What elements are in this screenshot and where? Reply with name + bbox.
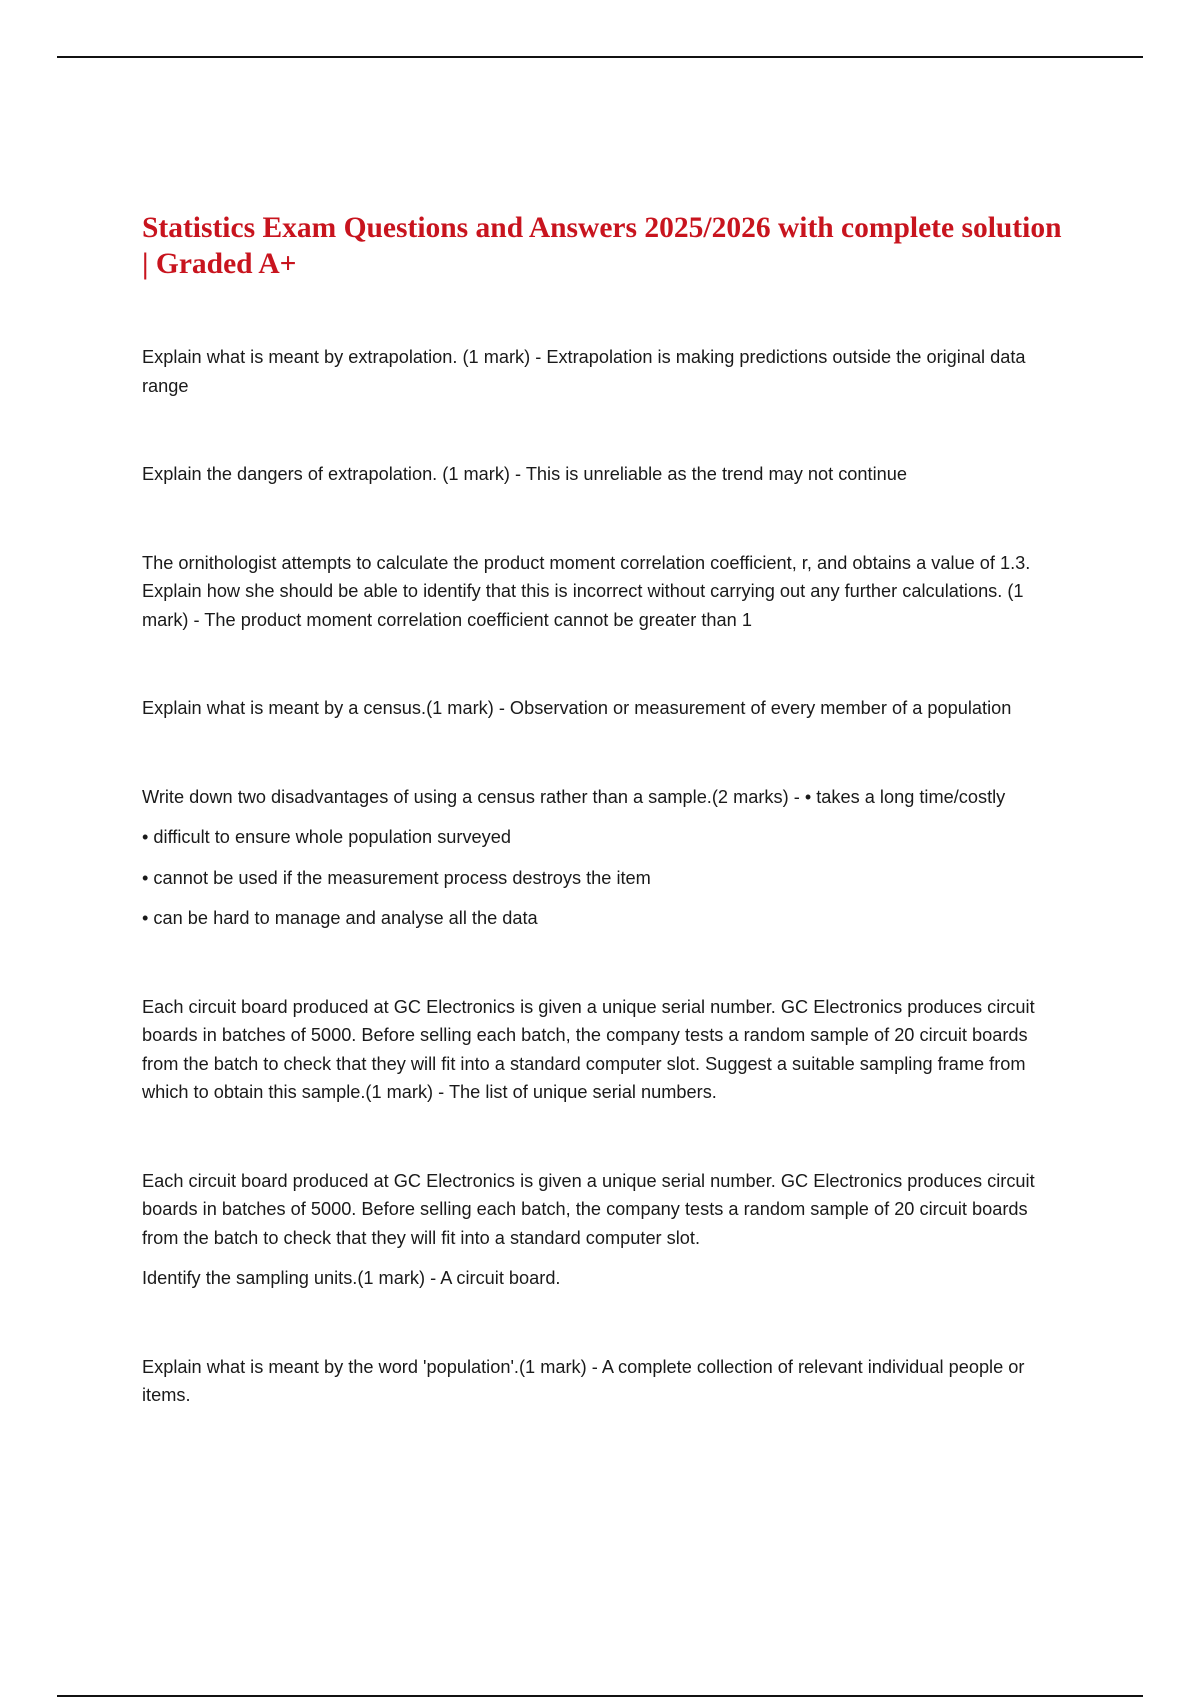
qa-item [142, 549, 1067, 635]
footer-rule [57, 1695, 1143, 1697]
qa-item [142, 694, 1067, 723]
qa-item [142, 460, 1067, 489]
qa-item [142, 1353, 1067, 1410]
qa-item [142, 343, 1067, 400]
qa-item [142, 993, 1067, 1107]
qa-text: Explain the dangers of extrapolation. (1 mark) - This is unreliable as the trend may not continue [142, 464, 907, 484]
bullet-item: • can be hard to manage and analyse all the data [142, 908, 538, 928]
document-page [142, 210, 1067, 1470]
header-rule [57, 56, 1143, 58]
qa-text: Explain what is meant by the word 'population'.(1 mark) - A complete collection of relevant individual people or items. [142, 1356, 1025, 1405]
qa-text: Explain what is meant by a census.(1 mark) - Observation or measurement of every member of a population [142, 698, 1012, 718]
qa-item [142, 1167, 1067, 1293]
qa-text: Write down two disadvantages of using a census rather than a sample.(2 marks) - • takes a long time/costly [142, 786, 1006, 807]
bullet-item: • difficult to ensure whole population surveyed [142, 827, 511, 847]
qa-text: Explain what is meant by extrapolation. (1 mark) - Extrapolation is making predictions outside the original data range [142, 347, 1026, 396]
qa-text: Each circuit board produced at GC Electronics is given a unique serial number. GC Electronics produces circuit boards in batches of 5000. Before selling each batch, the company tests a random sample of 20 circuit boards from the batch to check that they will fit into a standard computer slot. Suggest a suitable sampling frame from which to obtain this sample.(1 mark) - The list of unique serial numbers. [142, 996, 1035, 1102]
qa-answer: Identify the sampling units.(1 mark) - A circuit board. [142, 1268, 561, 1288]
qa-text: Each circuit board produced at GC Electronics is given a unique serial number. GC Electronics produces circuit boards in batches of 5000. Before selling each batch, the company tests a random sample of 20 circuit boards from the batch to check that they will fit into a standard computer slot. [142, 1170, 1035, 1248]
qa-item [142, 783, 1067, 933]
bullet-item: • cannot be used if the measurement process destroys the item [142, 867, 651, 888]
qa-text: The ornithologist attempts to calculate the product moment correlation coefficient, r, and obtains a value of 1.3. Explain how she should be able to identify that this is incorrect without carrying out any further calculations. (1 mark) - The product moment correlation coefficient cannot be greater than 1 [142, 552, 1031, 630]
document-title: Statistics Exam Questions and Answers 2025/2026 with complete solution | Graded A+ [142, 212, 1062, 280]
